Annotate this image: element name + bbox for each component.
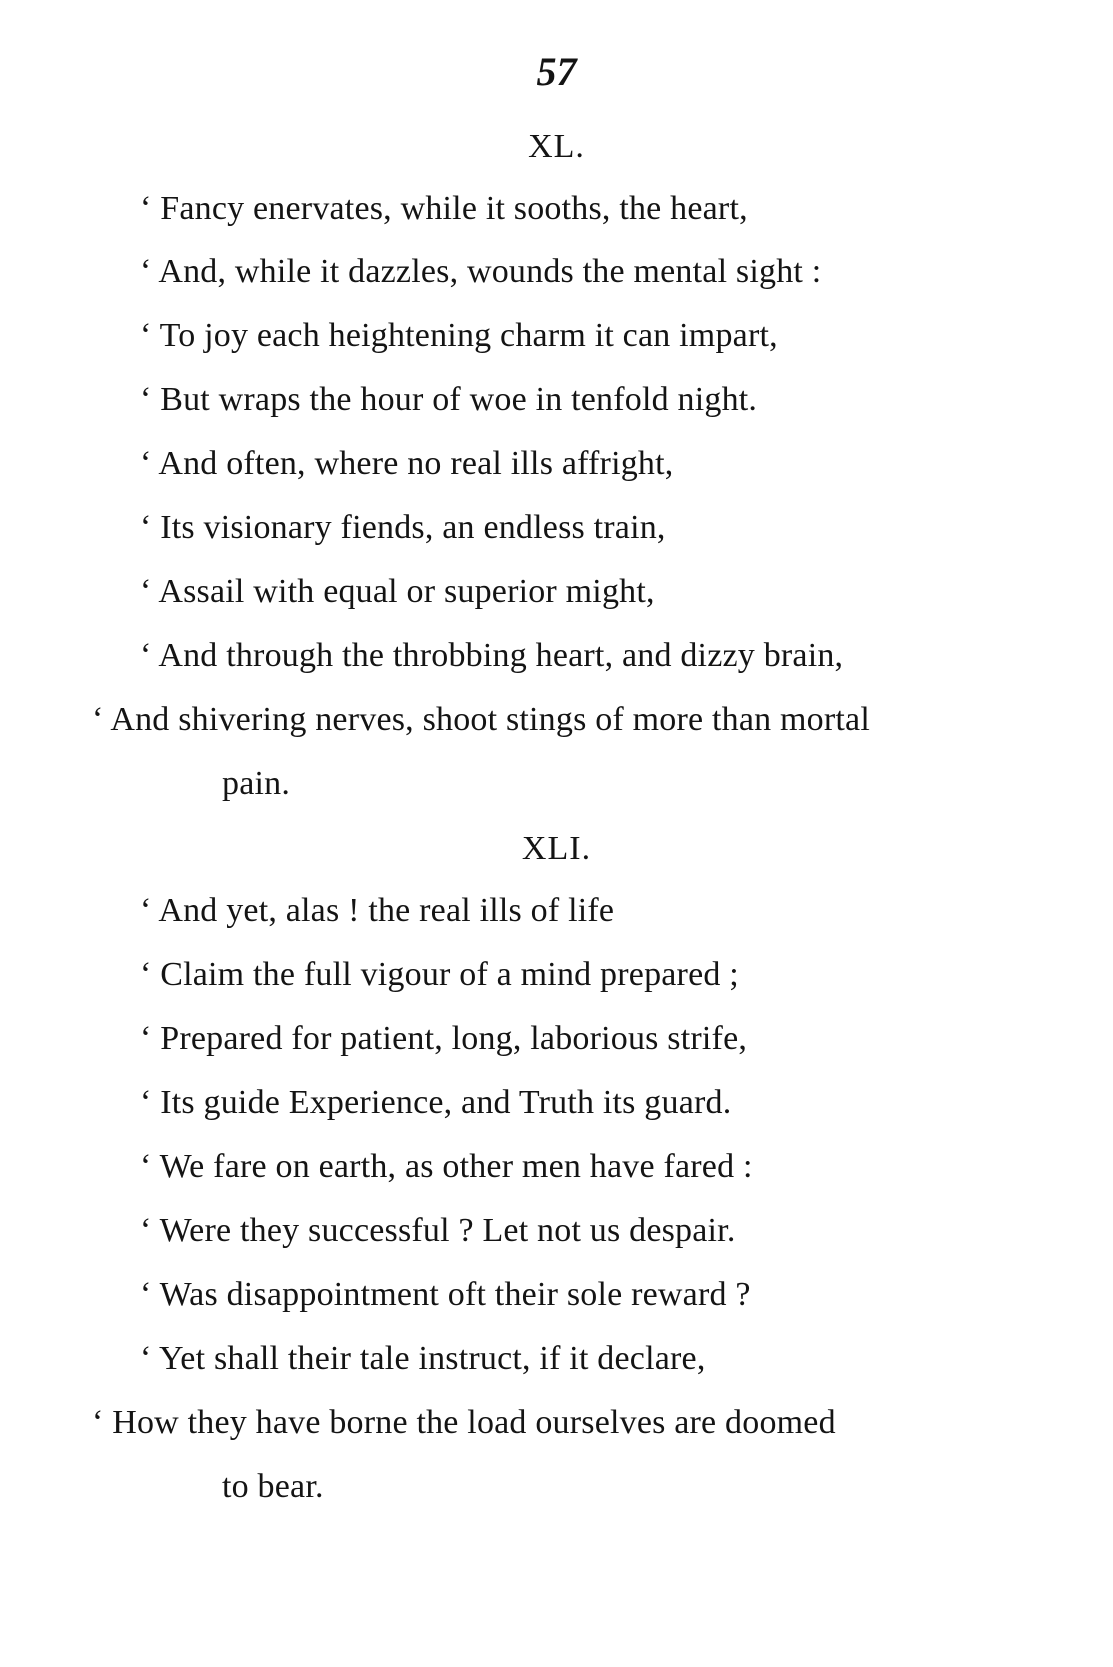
verse-line: ‘ And, while it dazzles, wounds the mental sight : — [140, 253, 822, 290]
page-number: 57 — [536, 49, 577, 94]
stanza-heading-xl: XL. — [528, 128, 585, 165]
verse-line: ‘ Yet shall their tale instruct, if it declare, — [140, 1340, 706, 1377]
verse-runover: to bear. — [222, 1468, 324, 1505]
verse-line: ‘ But wraps the hour of woe in tenfold night. — [140, 381, 758, 418]
verse-line: ‘ We fare on earth, as other men have fared : — [140, 1148, 753, 1185]
verse-line: ‘ Fancy enervates, while it sooths, the heart, — [140, 190, 748, 227]
verse-line: ‘ And yet, alas ! the real ills of life — [140, 892, 615, 929]
verse-line: ‘ To joy each heightening charm it can impart, — [140, 317, 778, 354]
verse-line: ‘ Its guide Experience, and Truth its guard. — [140, 1084, 732, 1121]
verse-line: ‘ How they have borne the load ourselves are doomed — [92, 1404, 836, 1441]
verse-line: ‘ And often, where no real ills affright, — [140, 445, 674, 482]
verse-line: ‘ Its visionary fiends, an endless train, — [140, 509, 666, 546]
verse-line: ‘ Was disappointment oft their sole reward ? — [140, 1276, 751, 1313]
stanza-heading-xli: XLI. — [521, 830, 592, 867]
verse-line: ‘ Assail with equal or superior might, — [140, 573, 655, 610]
verse-line: ‘ Prepared for patient, long, laborious strife, — [140, 1020, 748, 1057]
verse-line: ‘ Were they successful ? Let not us despair. — [140, 1212, 736, 1249]
verse-line: ‘ And through the throbbing heart, and dizzy brain, — [140, 637, 844, 674]
verse-runover: pain. — [222, 765, 291, 802]
verse-line: ‘ Claim the full vigour of a mind prepared ; — [140, 956, 739, 993]
verse-line: ‘ And shivering nerves, shoot stings of more than mortal — [92, 701, 870, 738]
